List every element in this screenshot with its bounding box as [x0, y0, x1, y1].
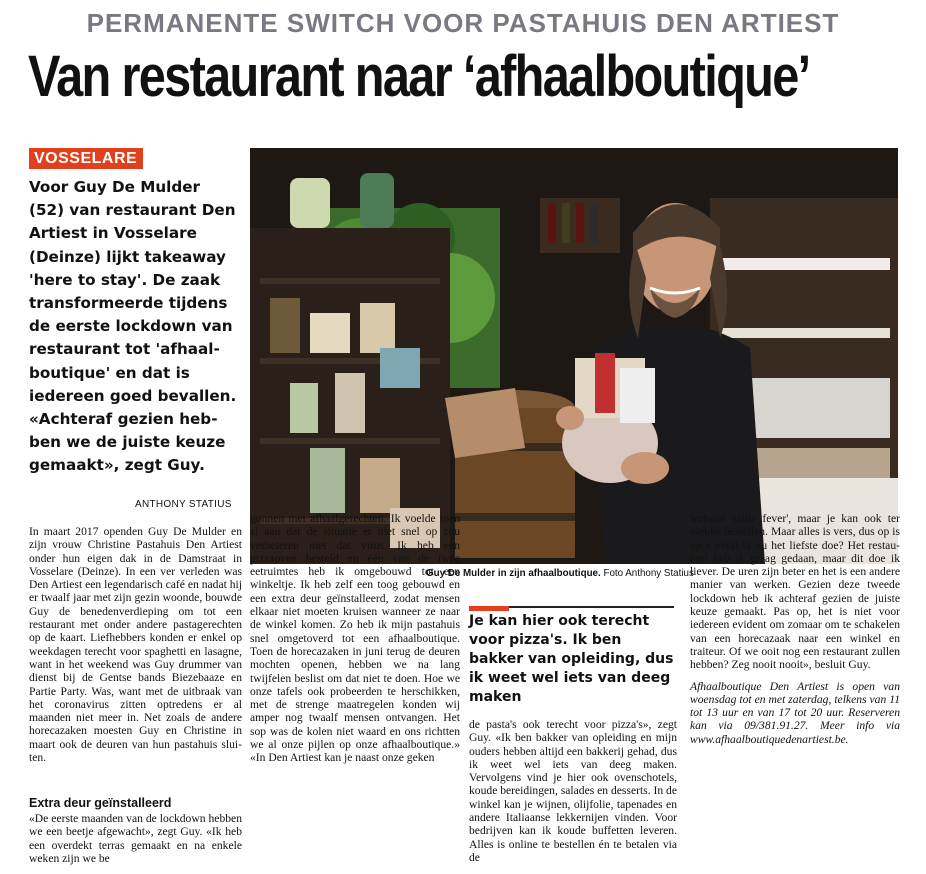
paragraph: In maart 2017 openden Guy De Mulder en zijn vrouw Christine Pastahuis Den Artiest onder hun eigen dak in de Damstraat in Vosselare (Deinze). In een ver verleden was Den Artiest een legendarisch café en nadat hij er twaalf jaar met zijn gezin woonde, bouwde Guy de benedenverdieping om tot een restaurant met onder andere pastagerechten op de kaart. Liefhebbers konden er enkel op weekdagen terecht voor spaghetti en lasagne, want in het weekend was Guy drummer van dienst bij de Gentse bands Biezebaaze en Partie Party. Was, want met de uitbraak van het coronavirus zitten optredens er al maanden niet meer in. Net zoals de andere horecazaken moesten Guy en Christine in maart ook de deuren van hun pastahuis sluiten. [29, 525, 242, 765]
caption-text: Guy De Mulder in zijn afhaalboutique. [426, 568, 601, 579]
article-headline: Van restaurant naar ‘afhaalboutique’ [28, 44, 810, 109]
paragraph: gonnen met afhaalgerechten. Ik voelde toen al aan dat de situatie er niet snel op zou verbeteren met dat virus. Ik heb een pizzaoven besteld en één van de twee eetruimtes heb ik omgebouwd tot een winkeltje. Ik heb zelf een toog gebouwd en een extra deur geïnstalleerd, zodat mensen elkaar niet moeten kruisen wanneer ze naar de winkel komen. Zo heb ik mijn pastahuis snel omgetoverd tot een afhaalboutique. Toen de horecazaken in juni terug de deuren mochten openen, hebben we na lang twijfelen beslist om dat niet te doen. Hoe we onze tafels ook probeerden te herschikken, met de strenge maatregelen konden wij amper nog twaalf mensen ontvangen. Het sop was de kolen niet waard en ons richtten we al onze pijlen op onze afhaalboutique.» «In Den Artiest kan je naast onze geken [250, 512, 460, 765]
body-column-1-continued [29, 812, 242, 865]
photo-caption [426, 568, 694, 579]
pull-quote [469, 606, 674, 707]
info-box [690, 680, 900, 746]
photo-shopkeeper-icon [250, 148, 898, 564]
body-column-3 [469, 718, 677, 864]
paragraph: «De eerste maanden van de lockdown hebben we een beetje afgewacht», zegt Guy. «Ik heb een overdekt terras gemaakt en na enkele weken zijn we be [29, 812, 242, 865]
quote-accent-bar [469, 606, 509, 611]
location-tag: VOSSELARE [29, 148, 143, 169]
byline: ANTHONY STATIUS [135, 499, 232, 510]
body-column-1 [29, 525, 242, 764]
article-photo [250, 148, 898, 564]
pull-quote-text: Je kan hier ook terecht voor pizza's. Ik ben bakker van opleiding, dus ik weet wel iets van deeg maken [469, 613, 674, 705]
info-text: Afhaalboutique Den Artiest is open van woensdag tot en met zaterdag, telkens van 11 tot 13 uur en van 17 tot 20 uur. Reserveren kan via 09/381.91.27. Meer info via www.afhaalboutiquedenartiest.be. [690, 679, 900, 746]
section-subhead: Extra deur geïnstalleerd [29, 796, 172, 810]
body-column-2 [250, 512, 460, 765]
photo-credit: Foto Anthony Statius [603, 568, 694, 579]
paragraph: de pasta's ook terecht voor pizza's», zegt Guy. «Ik ben bakker van opleiding en mijn ouders hebben altijd een bakkerij gehad, dus ik weet wel iets van deeg maken. Vervolgens vind je hier ook ovenschotels, koude bereidingen, salades en desserts. In de winkel kan je wijnen, olijfolie, tapenades en andere Italiaanse lekkernijen vinden. Voor bedrijven kan ik koude buffetten leveren. Alles is online te bestellen én te betalen via de [469, 718, 677, 864]
article-kicker: PERMANENTE SWITCH VOOR PASTAHUIS DEN ARTIEST [86, 8, 840, 38]
paragraph: website 'table fever', maar je kan ook ter plekke bestellen. Maar alles is vers, dus op is op.» «Wat ik nu het liefste doe? Het restaurant heb ik graag gedaan, maar dit doe ik liever. De uren zijn beter en het is een andere manier van werken. Gezien deze tweede lockdown heb ik achteraf gezien de juiste keuze gemaakt. Pas op, het is niet voor iedereen evident om zomaar om te schakelen van een horecazaak naar een winkel en traiteur. Of we ooit nog een restaurant zullen hebben? Zeg nooit nooit», besluit Guy. [690, 512, 900, 672]
body-column-4 [690, 512, 900, 746]
article-intro: Voor Guy De Mulder (52) van restaurant Den Artiest in Vosselare (Deinze) lijkt takeaway 'here to stay'. De zaak transformeerde tijdens de eerste lockdown van restaurant tot 'afhaalboutique' en dat is iedereen goed bevallen. «Achteraf gezien hebben we de juiste keuze gemaakt», zegt Guy. [29, 178, 237, 475]
